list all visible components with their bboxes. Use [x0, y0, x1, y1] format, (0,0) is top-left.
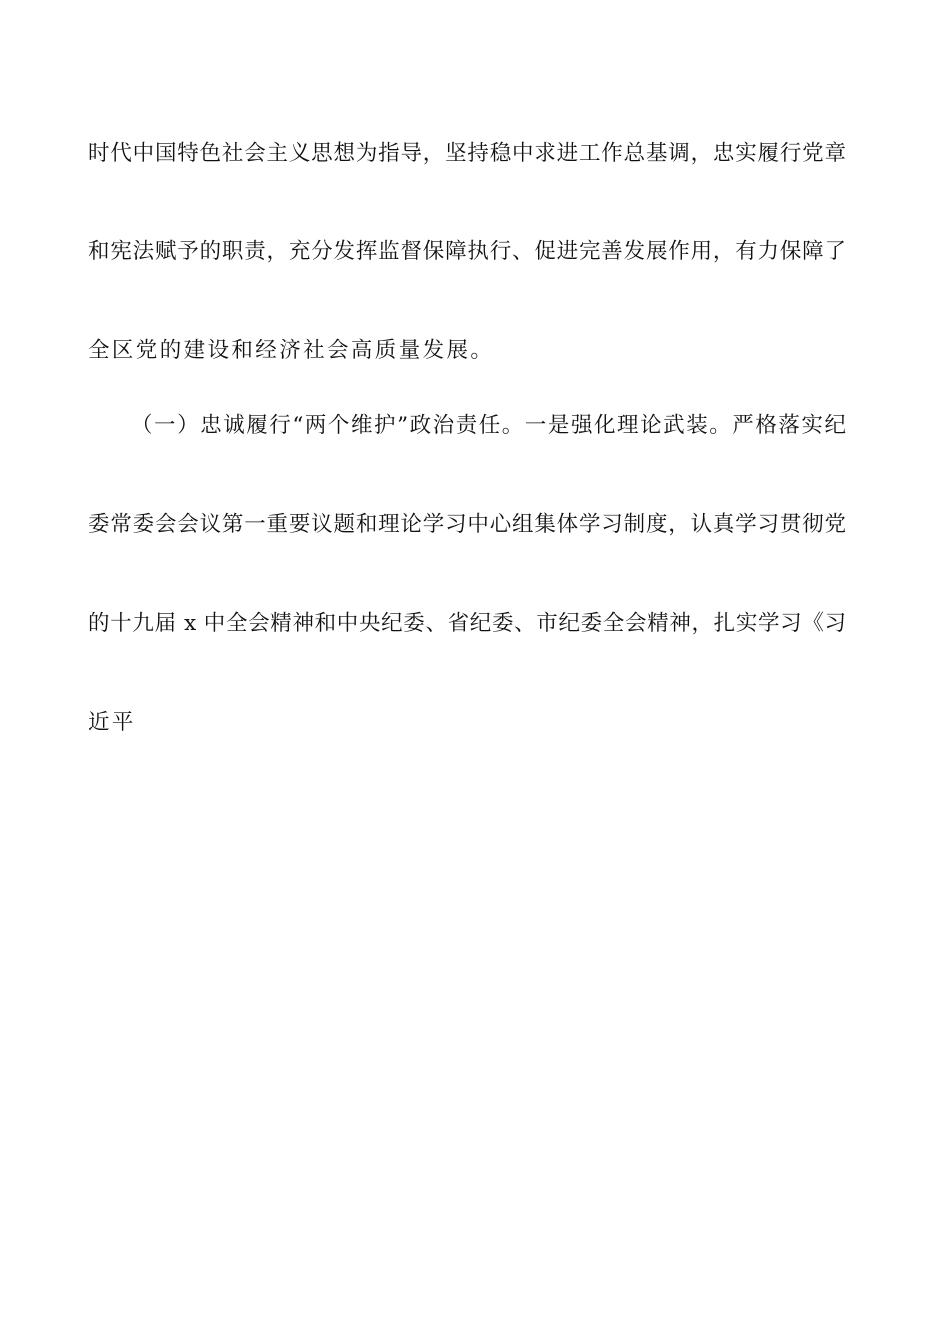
paragraph-line-2: 和宪法赋予的职责，充分发挥监督保障执行、促进完善发展作用，有力保障了 — [88, 239, 846, 264]
paragraph-line-6: 的十九届 x 中全会精神和中央纪委、省纪委、市纪委全会精神，扎实学习《习 — [88, 611, 846, 636]
paragraph-line-5: 委常委会会议第一重要议题和理论学习中心组集体学习制度，认真学习贯彻党 — [88, 512, 846, 537]
paragraph-line-1: 时代中国特色社会主义思想为指导，坚持稳中求进工作总基调，忠实履行党章 — [88, 141, 846, 166]
paragraph-line-7: 近平 — [88, 710, 136, 735]
section-heading-line: （一）忠诚履行“两个维护”政治责任。一是强化理论武装。严格落实纪 — [131, 413, 846, 438]
paragraph-line-3: 全区党的建设和经济社会高质量发展。 — [88, 338, 495, 363]
